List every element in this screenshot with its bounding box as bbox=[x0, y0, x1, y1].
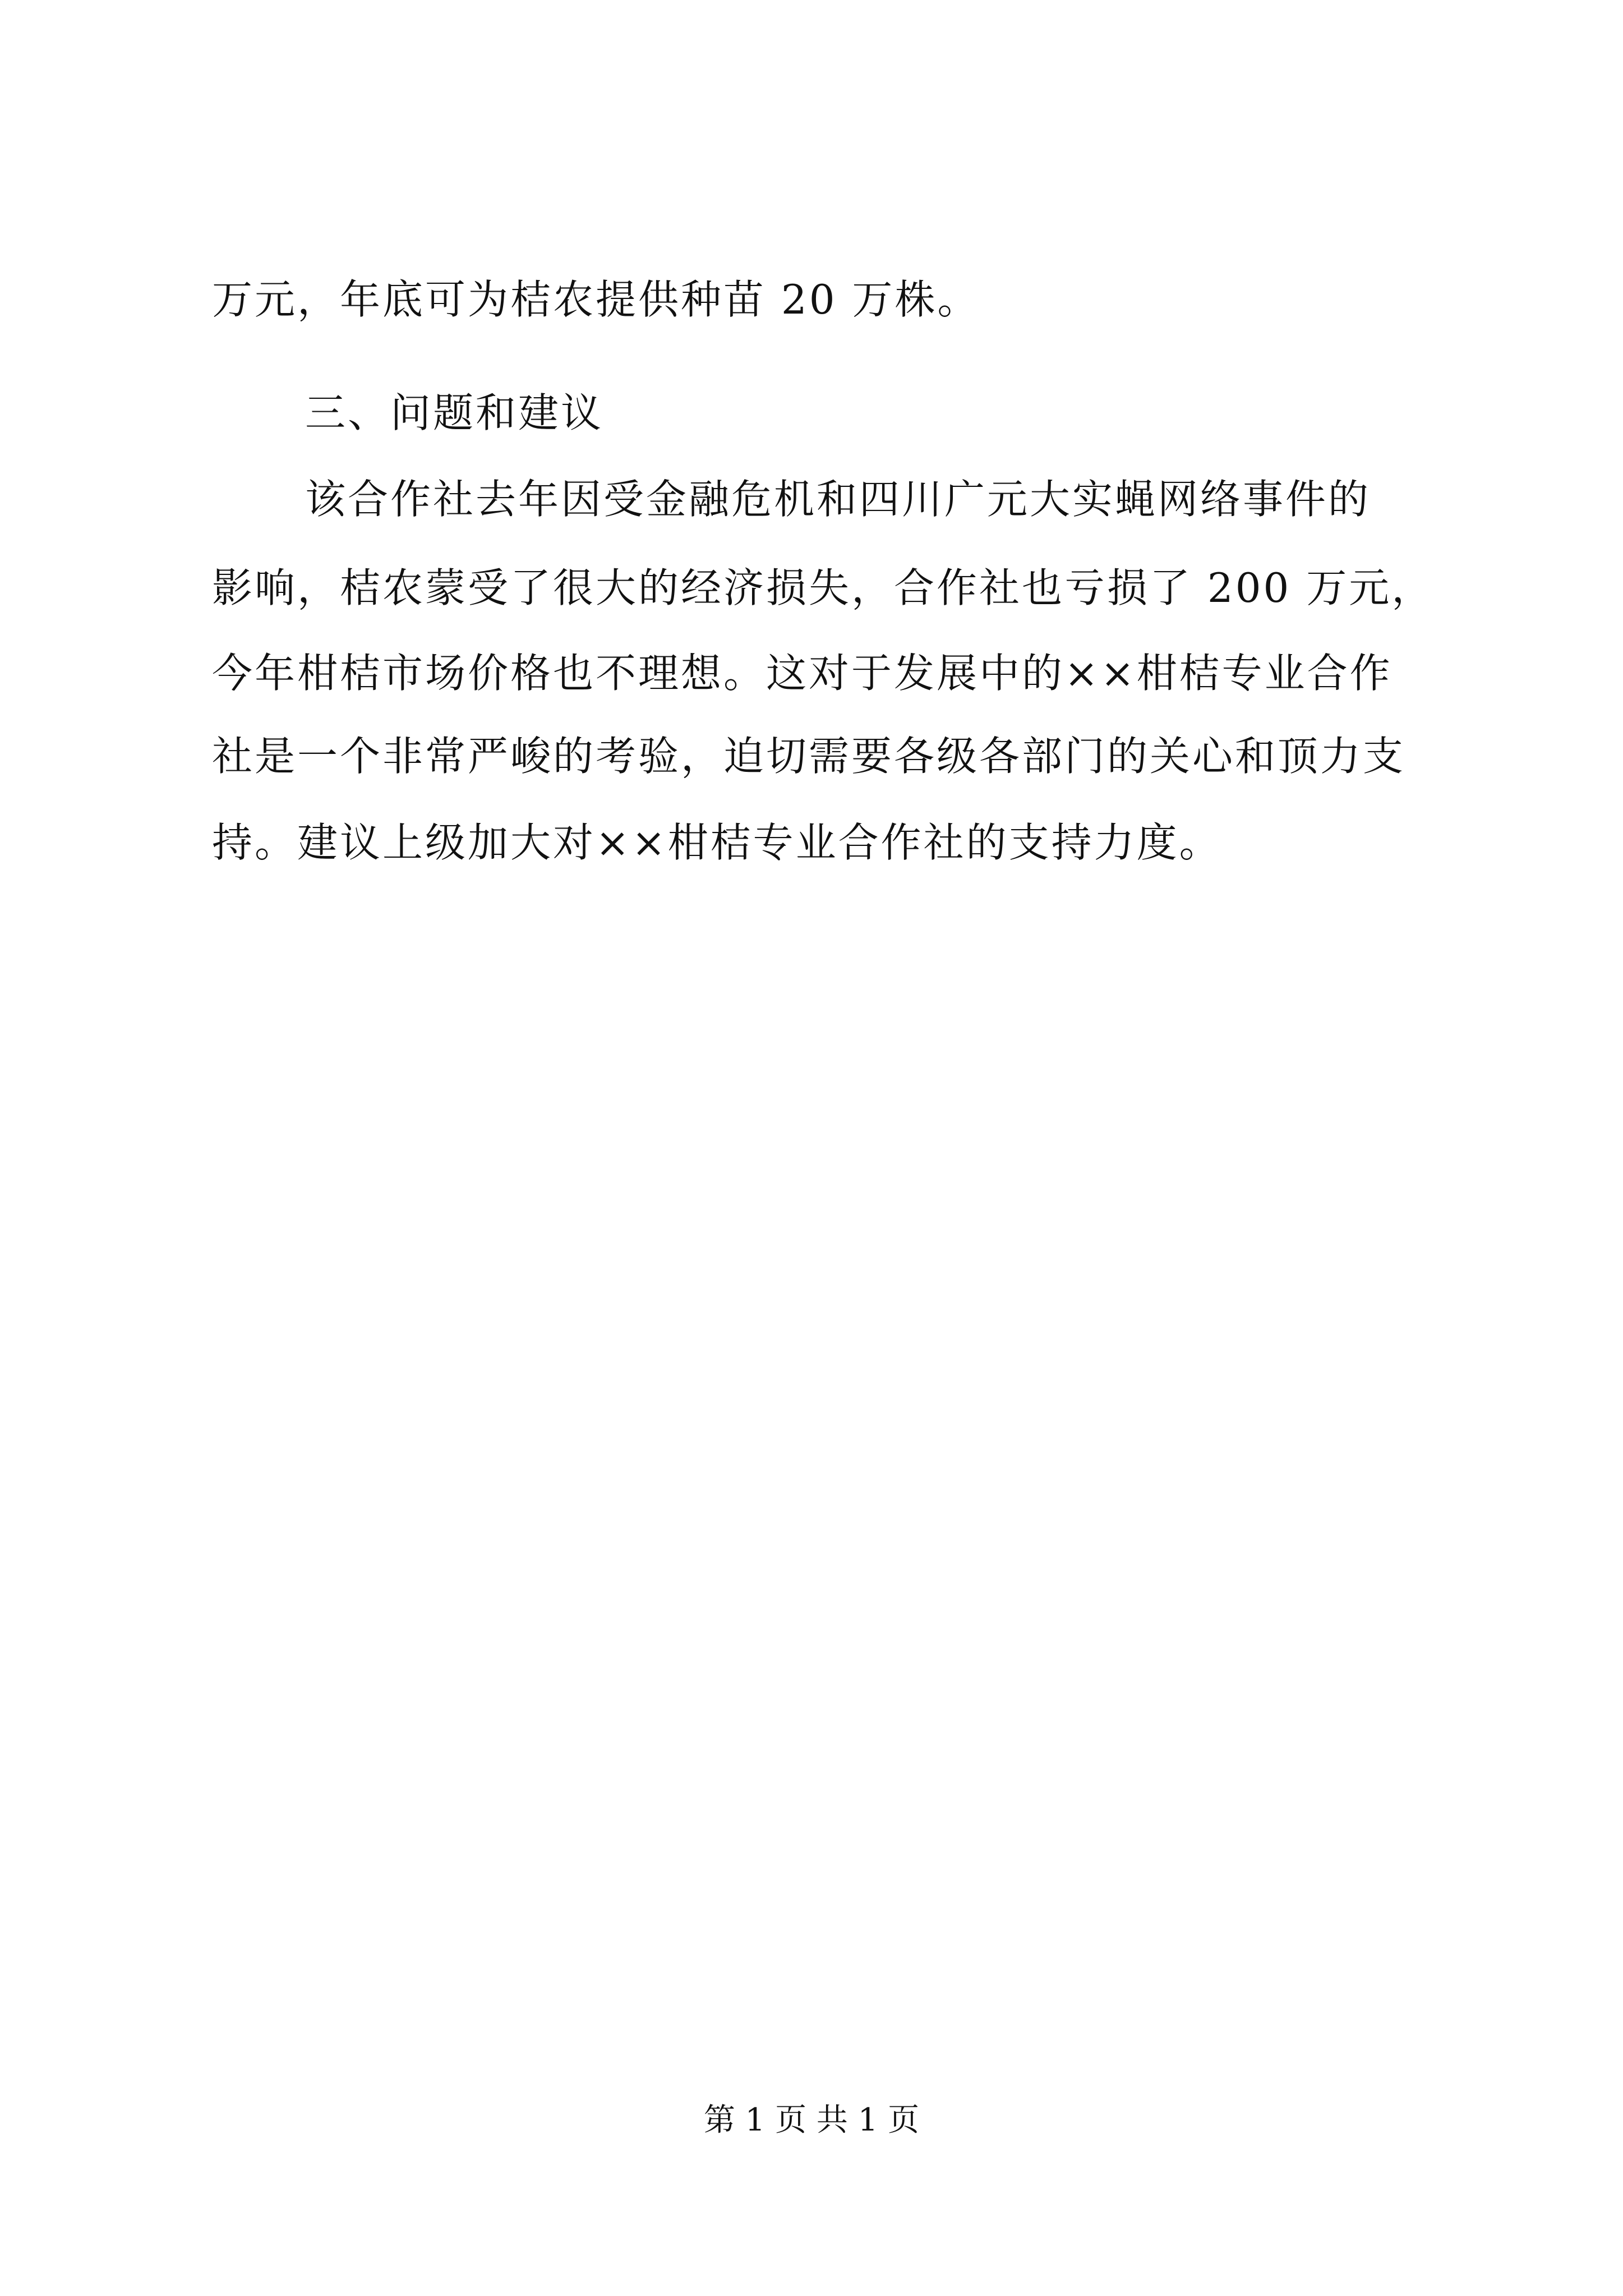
page-footer: 第 1 页 共 1 页 bbox=[703, 2102, 920, 2138]
body-line-6: 社是一个非常严峻的考验，迫切需要各级各部门的关心和顶力支 bbox=[212, 733, 1406, 780]
body-line-5: 今年柑桔市场价格也不理想。这对于发展中的××柑桔专业合作 bbox=[212, 650, 1393, 697]
body-line-3: 该合作社去年因受金融危机和四川广元大实蝇网络事件的 bbox=[305, 476, 1371, 523]
body-line-7: 持。建议上级加大对××柑桔专业合作社的支持力度。 bbox=[212, 819, 1222, 866]
section-heading: 三、问题和建议 bbox=[305, 389, 604, 436]
body-line-4: 影响，桔农蒙受了很大的经济损失，合作社也亏损了 200 万元， bbox=[212, 564, 1435, 611]
body-line-1: 万元，年底可为桔农提供种苗 20 万株。 bbox=[212, 276, 980, 323]
